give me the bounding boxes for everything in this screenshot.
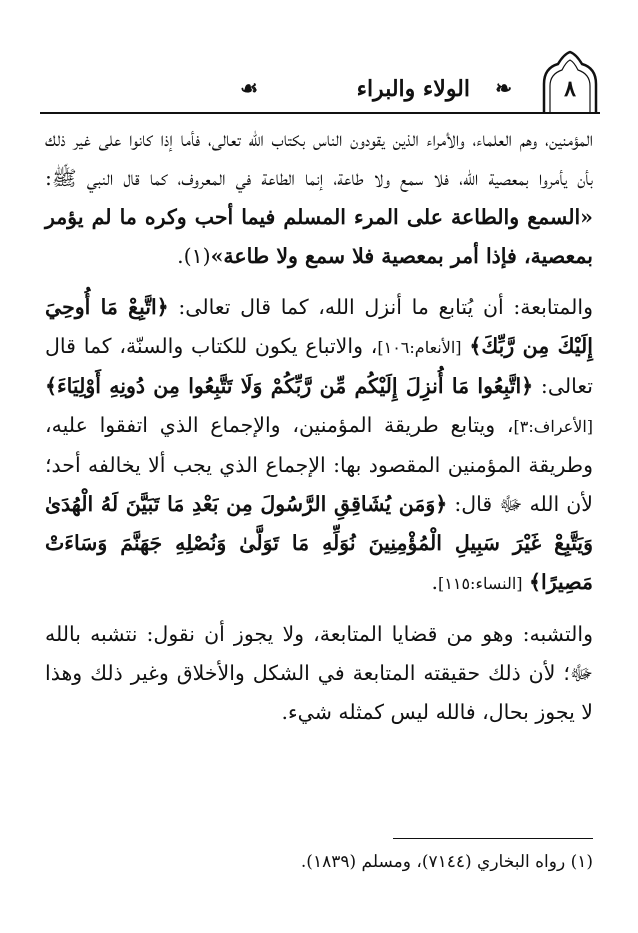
paragraph-text: والتشبه: وهو من قضايا المتابعة، ولا يجوز أن نقول: نتشبه بالله ﷻ؛ لأن ذلك حقيقته المتابعة في الشكل والأخلاق وغير ذلك وهذا لا يجوز بحال، فالله ليس كمثله شيء. <box>45 622 593 724</box>
running-title: الولاء والبراء <box>356 76 470 102</box>
page-number: ٨ <box>564 76 576 102</box>
paragraph-text: المؤمنين، وهم العلماء، والأمراء الذين يقودون الناس بكتاب الله تعالى، فأما إذا كانوا على غير ذلك بأن يأمروا بمعصية الله، فلا سمع ولا طاعة، إنما الطاعة في المعروف، كما قال النبي ﷺ: <box>45 127 593 190</box>
quran-reference: [الأعراف:٣] <box>513 417 593 436</box>
quran-quote: ﴿وَمَن يُشَاقِقِ الرَّسُولَ مِن بَعْدِ مَا تَبَيَّنَ لَهُ الْهُدَىٰ وَيَتَّبِعْ غَيْرَ سَبِيلِ الْمُؤْمِنِينَ نُوَلِّهِ مَا تَوَلَّىٰ وَنُصْلِهِ جَهَنَّمَ وَسَاءَتْ مَصِيرًا﴾ <box>45 492 593 594</box>
ornament-right-icon: ❧ <box>495 76 512 100</box>
page-header <box>40 50 600 120</box>
paragraph-text: ، ويتابع طريقة المؤمنين، والإجماع الذي اتفقوا عليه، وطريقة المؤمنين المقصود بها: الإجماع الذي يجب ألا يخالفه أحد؛ لأن الله ﷻ قال: <box>45 413 593 516</box>
quran-quote: ﴿اتَّبِعُوا مَا أُنزِلَ إِلَيْكُم مِّن رَّبِّكُمْ وَلَا تَتَّبِعُوا مِن دُونِهِ أَوْلِيَاءَ﴾ <box>45 374 534 398</box>
footnote-marker: (١). <box>177 244 211 268</box>
footnote-divider <box>393 838 593 839</box>
footnote: (١) رواه البخاري (٧١٤٤)، ومسلم (١٨٣٩). <box>300 852 593 872</box>
quran-quote: ﴿اتَّبِعْ مَا أُوحِيَ إِلَيْكَ مِن رَّبِّكَ﴾ <box>45 295 593 358</box>
body-text <box>45 120 593 744</box>
quran-reference: [الأنعام:١٠٦] <box>377 338 462 357</box>
paragraph-1 <box>45 120 593 276</box>
hadith-quote: «السمع والطاعة على المرء المسلم فيما أحب وكره ما لم يؤمر بمعصية، فإذا أمر بمعصية فلا سمع ولا طاعة» <box>45 205 593 268</box>
paragraph-text: ، والاتباع يكون للكتاب والسنّة، كما قال تعالى: <box>45 334 593 398</box>
paragraph-text: والمتابعة: أن يُتابع ما أنزل الله، كما قال تعالى: <box>168 295 593 319</box>
paragraph-2 <box>45 288 593 603</box>
quran-reference: [النساء:١١٥] <box>438 574 523 593</box>
paragraph-end: . <box>431 570 439 594</box>
ornament-left-icon: ☙ <box>240 76 258 100</box>
paragraph-3 <box>45 615 593 732</box>
header-divider <box>40 112 600 114</box>
